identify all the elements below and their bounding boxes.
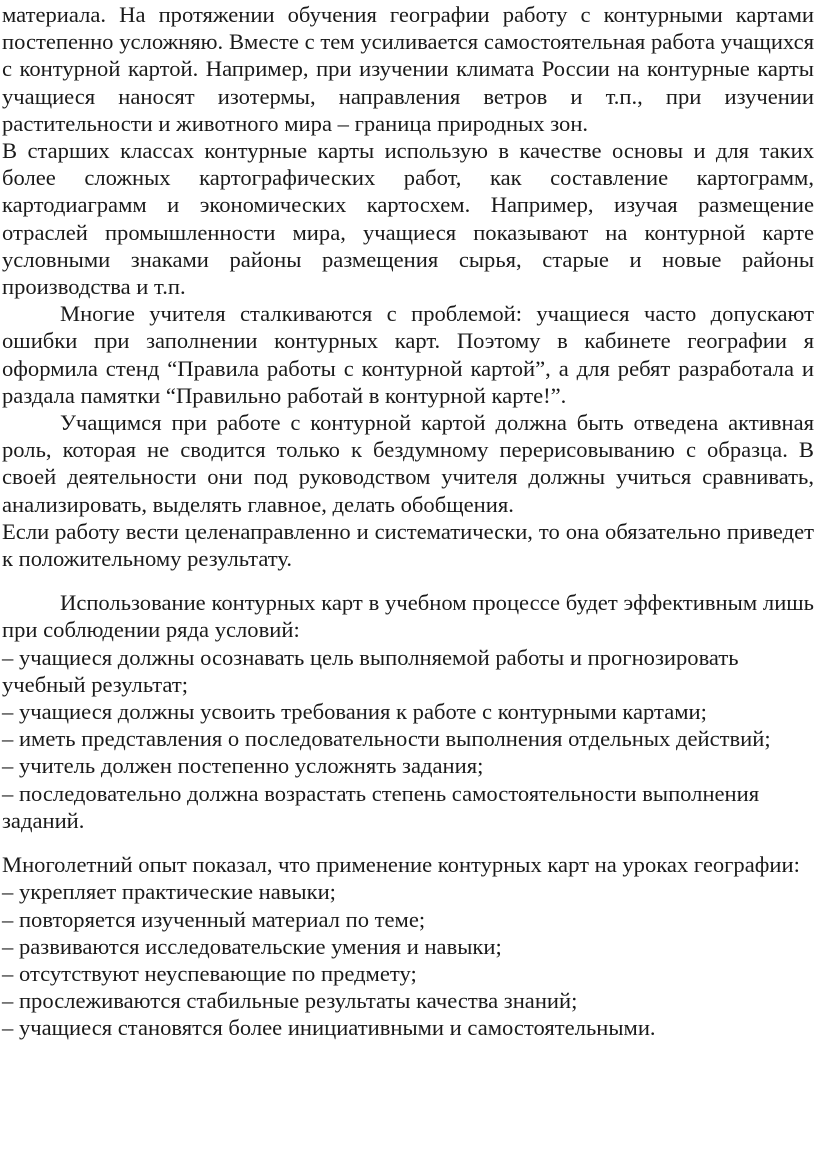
list-item: – повторяется изученный материал по теме; [2, 906, 426, 932]
paragraph-active-role: Учащимся при работе с контурной картой должна быть отведена активная роль, которая не сводится только к бездумному перерисовыванию с образца. В своей деятельности они под руководством учителя должны учиться сравнивать, анализировать, выделять главное, делать обобщения. [2, 410, 814, 517]
list-item: – учащиеся становятся более инициативными и самостоятельными. [2, 1015, 656, 1041]
paragraph-experience-intro: Многолетний опыт показал, что применение контурных карт на уроках географии: [2, 852, 800, 878]
results-list [2, 878, 814, 1041]
list-item: – последовательно должна возрастать степень самостоятельности выполнения заданий. [2, 780, 760, 833]
list-item: – иметь представления о последовательности выполнения отдельных действий; [2, 726, 771, 752]
list-item: – учитель должен постепенно усложнять задания; [2, 753, 484, 779]
conditions-list [2, 644, 814, 834]
list-item: – развиваются исследовательские умения и навыки; [2, 933, 502, 959]
list-item: – отсутствуют неуспевающие по предмету; [2, 960, 417, 986]
paragraph-map-work-progression: материала. На протяжении обучения географии работу с контурными картами постепенно усложняю. Вместе с тем усиливается самостоятельная работа учащихся с контурной картой. Например, при изучении климата России на контурные карты учащиеся наносят изотермы, направления ветров и т.п., при изучении растительности и животного мира – граница природных зон. [2, 2, 814, 136]
paragraph-senior-classes: В старших классах контурные карты использую в качестве основы и для таких более сложных картографических работ, как составление картограмм, картодиаграмм и экономических картосхем. Например, изучая размещение отраслей промышленности мира, учащиеся показывают на контурной карте условными знаками районы размещения сырья, старые и новые районы производства и т.п. [2, 138, 814, 300]
list-item: – учащиеся должны осознавать цель выполняемой работы и прогнозировать учебный результат; [2, 644, 739, 697]
paragraph-systematic-work: Если работу вести целенаправленно и систематически, то она обязательно приведет к положительному результату. [2, 518, 814, 572]
paragraph-common-errors: Многие учителя сталкиваются с проблемой: учащиеся часто допускают ошибки при заполнении контурных карт. Поэтому в кабинете географии я оформила стенд “Правила работы с контурной картой”, а для ребят разработала и раздала памятки “Правильно работай в контурной карте!”. [2, 301, 814, 408]
list-item: – прослеживаются стабильные результаты качества знаний; [2, 988, 578, 1014]
paragraph-conditions-intro: Использование контурных карт в учебном процессе будет эффективным лишь при соблюдении ряда условий: [2, 590, 814, 643]
list-item: – укрепляет практические навыки; [2, 879, 336, 905]
document-page [0, 1, 816, 1157]
list-item: – учащиеся должны усвоить требования к работе с контурными картами; [2, 699, 707, 725]
